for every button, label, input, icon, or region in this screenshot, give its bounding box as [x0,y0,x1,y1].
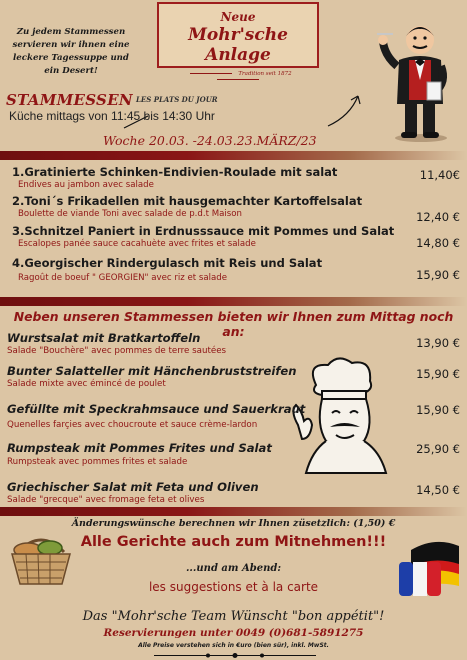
change-fee-note: Änderungswünsche berechnen wir Ihnen züsetzlich: (1,50) € [71,518,396,529]
extra-dish-name: Gefüllte mit Speckrahmsauce und Sauerkraut [7,402,306,416]
logo-line2: Mohr'sche Anlage [188,25,288,65]
stammessen-subtitle: LES PLATS DU JOUR [136,95,218,104]
week-date: Woche 20.03. -24.03.23.MÄRZ/23 [103,133,317,148]
price-note: Alle Preise verstehen sich in €uro (bien sür), inkl. MwSt. [138,642,329,649]
bottom-ornament [150,651,320,660]
daily-dish-price: 14,80 € [416,236,460,250]
waiter-illustration [375,12,465,142]
extra-dish-name: Rumpsteak mit Pommes Frites und Salat [7,441,272,455]
stammessen-title: STAMMESSEN [6,91,133,109]
extra-dish-price: 13,90 € [416,336,460,350]
logo-line1: Neue [220,10,256,24]
extra-dish-desc: Rumpsteak avec pommes frites et salade [7,457,188,467]
divider-bar [0,507,467,516]
daily-dish-desc: Boulette de viande Toni avec salade de p.d.t Maison [18,209,242,219]
divider-bar [0,151,467,160]
daily-dish-price: 12,40 € [416,210,460,224]
extra-dish-price: 15,90 € [416,367,460,381]
extra-dish-name: Wurstsalat mit Bratkartoffeln [7,331,201,345]
daily-dish-desc: Endives au jambon avec salade [18,180,154,190]
daily-dish-name: 1.Gratinierte Schinken-Endivien-Roulade mit salat [12,165,338,179]
kitchen-hours: Küche mittags von 11:45 bis 14:30 Uhr [9,109,215,123]
extra-dish-price: 15,90 € [416,403,460,417]
daily-dish-price: 11,40€ [419,168,460,182]
intro-text: Zu jedem Stammessen servieren wir ihnen eine leckere Tagessuppe und ein Desert! [12,27,130,76]
divider-bar [0,297,467,306]
logo-line3: Tradition seit 1872 [159,71,317,83]
extra-dish-desc: Salade "grecque" avec fromage feta et olives [7,495,205,505]
extra-dish-desc: Salade mixte avec émincé de poulet [7,379,166,389]
daily-dish-name: 3.Schnitzel Paniert in Erdnusssauce mit Pommes und Salat [12,224,395,238]
reservation-phone: Reservierungen unter 0049 (0)681-5891275 [103,627,364,639]
extra-dish-desc: Quenelles farçies avec choucroute et sauce crème-lardon [7,420,258,430]
extra-dish-name: Griechischer Salat mit Feta und Oliven [7,480,259,494]
evening-note: ...und am Abend: [185,563,282,574]
suggestions-note: les suggestions et à la carte [148,580,319,594]
team-greeting: Das "Mohr'sche Team Wünscht "bon appétit"! [82,609,385,624]
daily-dish-name: 2.Toni´s Frikadellen mit hausgemachter Kartoffelsalat [12,194,363,208]
daily-dish-price: 15,90 € [416,268,460,282]
takeaway-note: Alle Gerichte auch zum Mitnehmen!!! [80,534,387,550]
flag-icon [397,536,463,602]
restaurant-logo [157,2,319,77]
extra-dish-name: Bunter Salatteller mit Hänchenbruststreifen [7,364,297,378]
extra-dish-price: 14,50 € [416,483,460,497]
daily-dish-name: 4.Georgischer Rindergulasch mit Reis und Salat [12,256,323,270]
extra-dish-price: 25,90 € [416,442,460,456]
extra-dish-desc: Salade "Bouchère" avec pommes de terre sautées [7,346,227,356]
neben-title: Neben unseren Stammessen bieten wir Ihnen zum Mittag noch an: [13,309,454,339]
daily-dish-desc: Ragoût de boeuf " GEORGIEN" avec riz et salade [18,273,228,283]
daily-dish-desc: Escalopes panée sauce cacahuète avec frites et salade [18,239,256,249]
